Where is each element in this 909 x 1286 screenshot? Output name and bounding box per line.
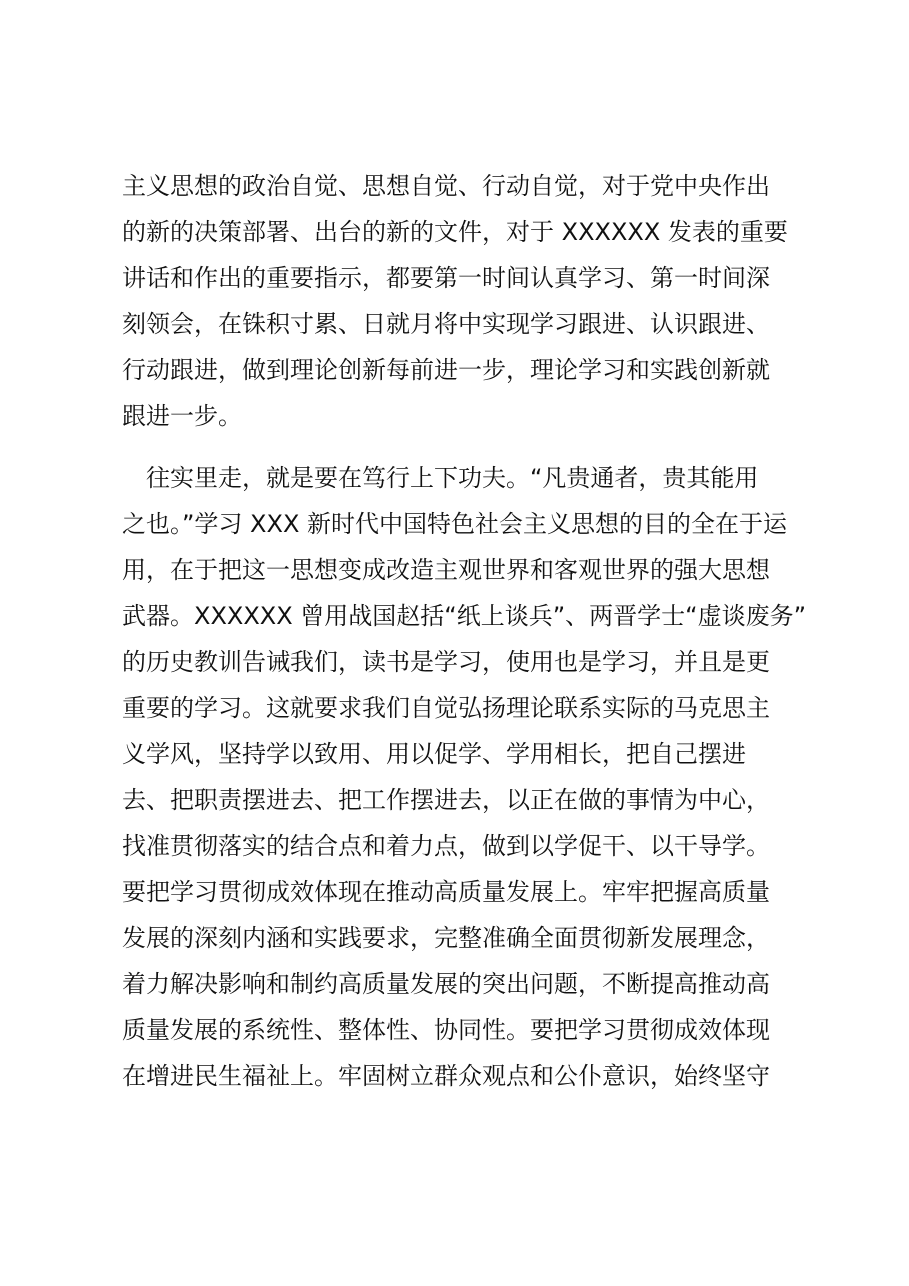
text-line: 的新的决策部署、出台的新的文件，对于 XXXXXX 发表的重要 bbox=[122, 218, 788, 246]
paragraph-1 bbox=[122, 163, 802, 439]
text-line: 的历史教训告诫我们，读书是学习，使用也是学习，并且是更 bbox=[122, 648, 770, 676]
text-line: 重要的学习。这就要求我们自觉弘扬理论联系实际的马克思主 bbox=[122, 694, 770, 722]
text-line: 武器。XXXXXX 曾用战国赵括“纸上谈兵”、两晋学士“虚谈废务” bbox=[122, 602, 807, 630]
text-line: 质量发展的系统性、整体性、协同性。要把学习贯彻成效体现 bbox=[122, 1016, 770, 1044]
document-body bbox=[122, 163, 807, 1099]
text-line: 着力解决影响和制约高质量发展的突出问题，不断提高推动高 bbox=[122, 970, 770, 998]
text-line: 行动跟进，做到理论创新每前进一步，理论学习和实践创新就 bbox=[122, 356, 770, 384]
text-line: 在增进民生福祉上。牢固树立群众观点和公仆意识，始终坚守 bbox=[122, 1062, 770, 1090]
text-line: 去、把职责摆进去、把工作摆进去，以正在做的事情为中心， bbox=[122, 786, 770, 814]
text-line: 跟进一步。 bbox=[122, 402, 242, 430]
text-line: 主义思想的政治自觉、思想自觉、行动自觉，对于党中央作出 bbox=[122, 172, 770, 200]
text-line: 用，在于把这一思想变成改造主观世界和客观世界的强大思想 bbox=[122, 556, 770, 584]
text-line: 往实里走，就是要在笃行上下功夫。“凡贵通者，贵其能用 bbox=[122, 464, 759, 492]
text-line: 发展的深刻内涵和实践要求，完整准确全面贯彻新发展理念， bbox=[122, 924, 770, 952]
paragraph-spacer bbox=[122, 439, 802, 455]
text-line: 找准贯彻落实的结合点和着力点，做到以学促干、以干导学。 bbox=[122, 832, 770, 860]
text-line: 刻领会，在铢积寸累、日就月将中实现学习跟进、认识跟进、 bbox=[122, 310, 770, 338]
text-line: 要把学习贯彻成效体现在推动高质量发展上。牢牢把握高质量 bbox=[122, 878, 770, 906]
text-line: 义学风，坚持学以致用、用以促学、学用相长，把自己摆进 bbox=[122, 740, 746, 768]
paragraph-2 bbox=[122, 455, 807, 1099]
text-line: 讲话和作出的重要指示，都要第一时间认真学习、第一时间深 bbox=[122, 264, 770, 292]
text-line: 之也。”学习 XXX 新时代中国特色社会主义思想的目的全在于运 bbox=[122, 510, 788, 538]
